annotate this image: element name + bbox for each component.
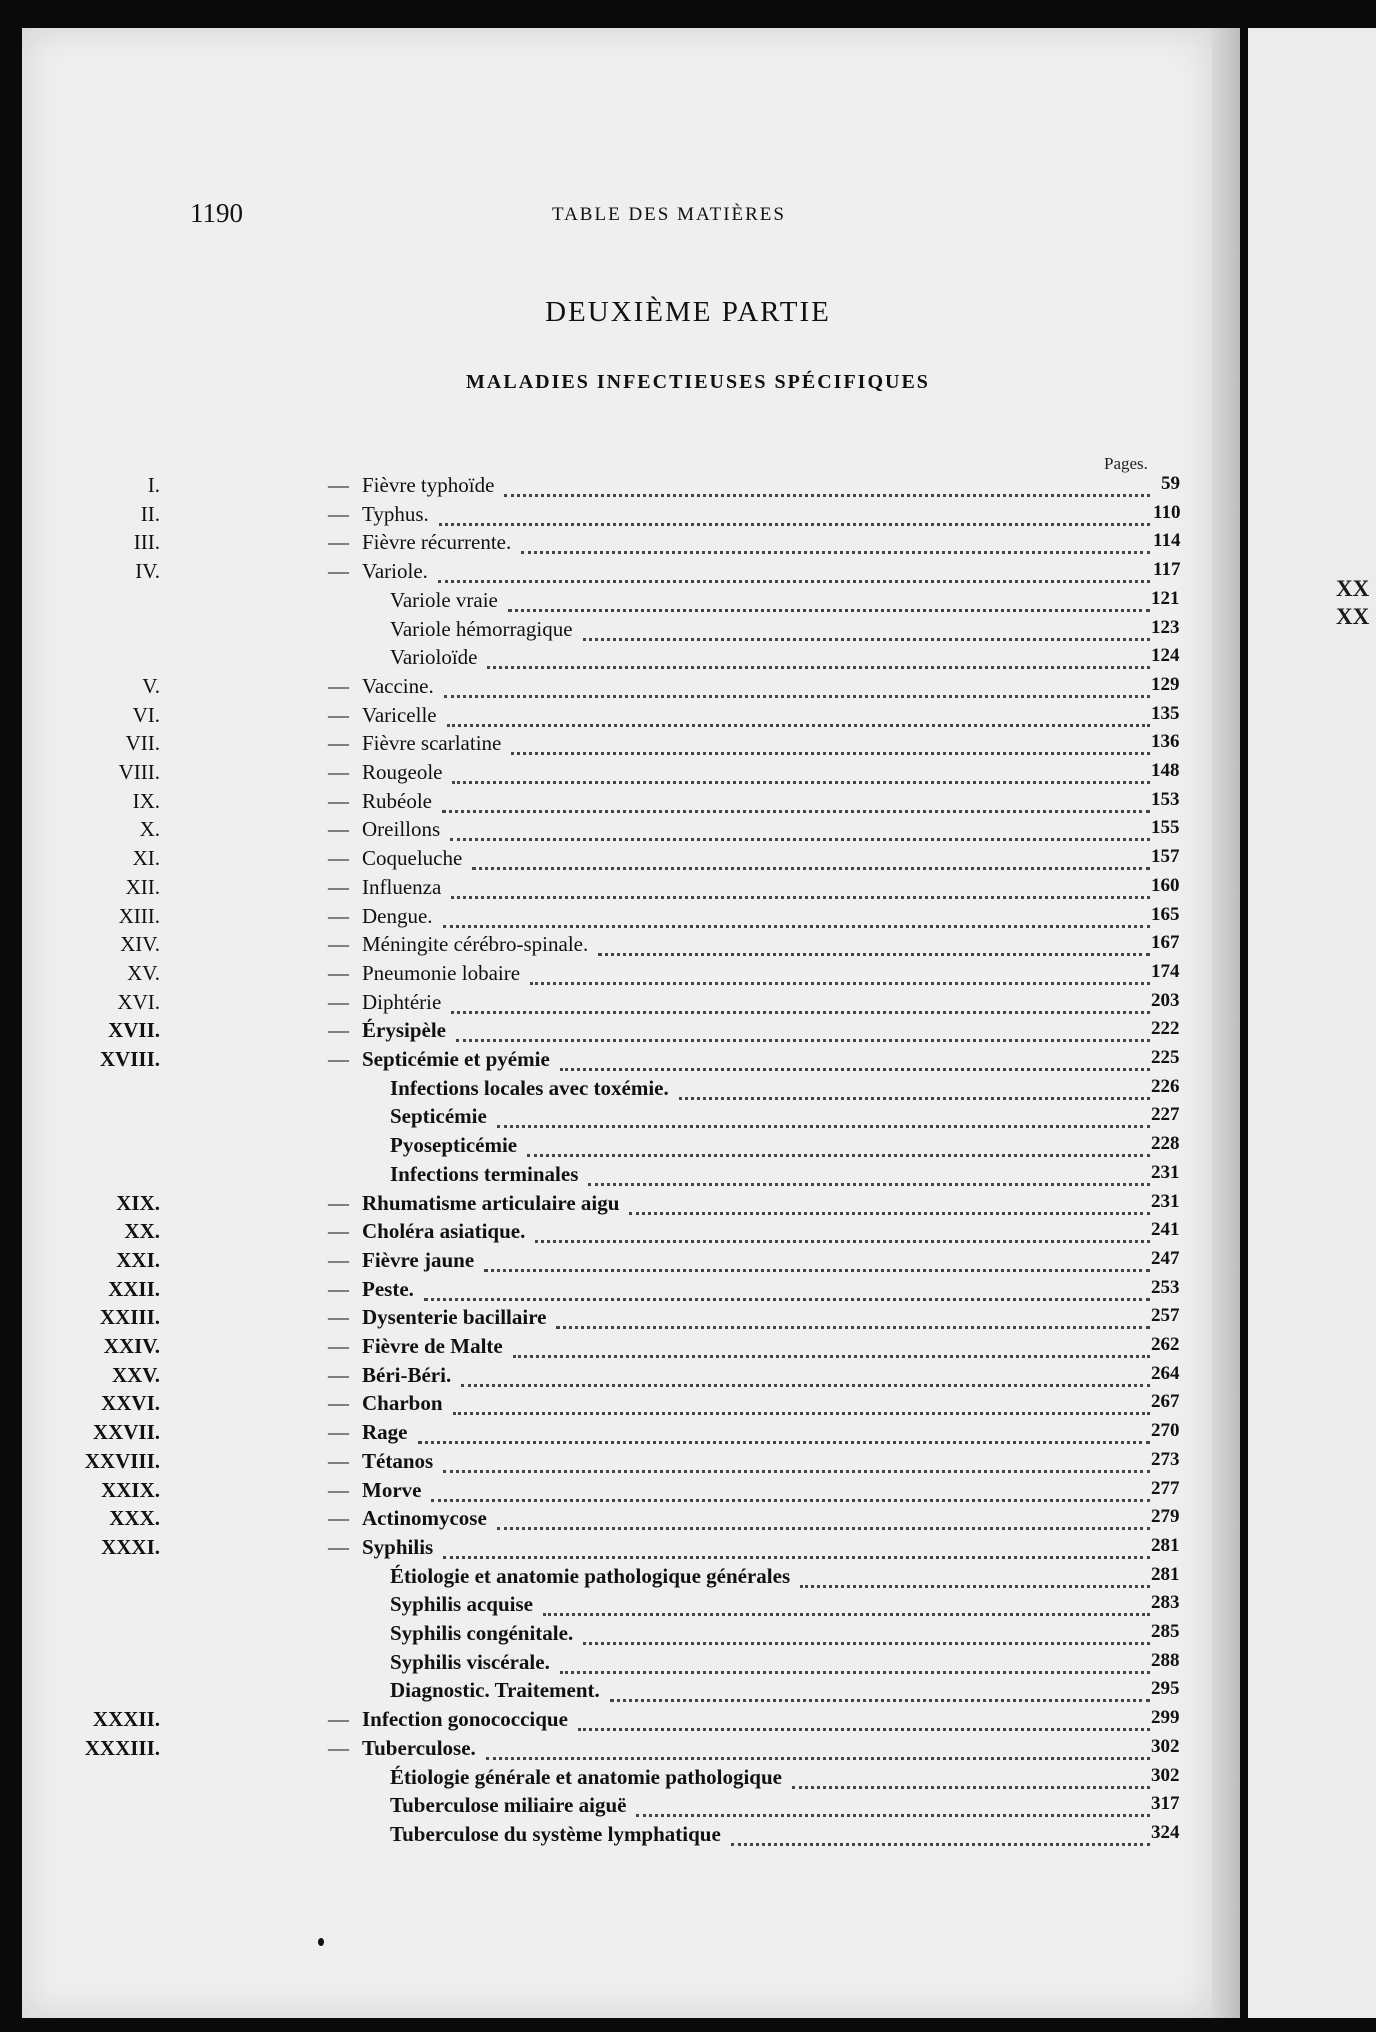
toc-leader-dots bbox=[431, 1471, 1150, 1502]
toc-page-number: 247 bbox=[1151, 1248, 1180, 1269]
toc-page-number: 281 bbox=[1151, 1535, 1180, 1556]
toc-dash: — bbox=[328, 1191, 349, 1215]
toc-leader-dots bbox=[504, 466, 1150, 497]
toc-page-number: 324 bbox=[1151, 1822, 1180, 1843]
toc-entry-title: Rubéole bbox=[362, 789, 432, 813]
toc-page-number: 264 bbox=[1151, 1363, 1180, 1384]
toc-entry-number: XX. bbox=[124, 1219, 160, 1243]
running-head bbox=[22, 198, 1212, 228]
toc-leader-dots bbox=[497, 1097, 1150, 1128]
toc-leader-dots bbox=[513, 1327, 1150, 1358]
toc-leader-dots bbox=[521, 523, 1150, 554]
toc-dash: — bbox=[328, 1305, 349, 1329]
toc-entry-number: XXVI. bbox=[101, 1391, 160, 1415]
toc-leader-dots bbox=[451, 868, 1150, 899]
toc-entry-title: Étiologie et anatomie pathologique générales bbox=[390, 1564, 791, 1588]
toc-leader-dots bbox=[508, 581, 1150, 612]
toc-entry-number: VII. bbox=[125, 731, 160, 755]
toc-leader-dots bbox=[486, 1729, 1150, 1760]
toc-entry-number: IX. bbox=[132, 789, 160, 813]
toc-entry-title: Fièvre scarlatine bbox=[362, 731, 502, 755]
toc-entry-title: Béri-Béri. bbox=[362, 1363, 452, 1387]
toc-dash: — bbox=[328, 559, 349, 583]
toc-entry-title: Syphilis congénitale. bbox=[390, 1621, 574, 1645]
toc-page-number: 174 bbox=[1151, 961, 1180, 982]
toc-entry-title: Diagnostic. Traitement. bbox=[390, 1678, 600, 1702]
toc-page-number: 155 bbox=[1151, 817, 1180, 838]
toc-entry-title: Septicémie et pyémie bbox=[362, 1047, 550, 1071]
toc-dash: — bbox=[328, 674, 349, 698]
facing-page-text: XX bbox=[1336, 576, 1370, 601]
toc-entry-title: Syphilis acquise bbox=[390, 1592, 533, 1616]
facing-page-fragment bbox=[1248, 28, 1376, 2018]
toc-page-number: 295 bbox=[1151, 1678, 1180, 1699]
toc-page-number: 129 bbox=[1151, 674, 1180, 695]
toc-entry-number: II. bbox=[140, 502, 160, 526]
toc-dash: — bbox=[328, 1334, 349, 1358]
toc-entry-number: XVII. bbox=[108, 1018, 160, 1042]
toc-page-number: 227 bbox=[1151, 1104, 1180, 1125]
toc-entry-title: Influenza bbox=[362, 875, 442, 899]
toc-dash: — bbox=[328, 1248, 349, 1272]
toc-subentry bbox=[22, 1822, 1212, 1850]
toc-leader-dots bbox=[588, 1155, 1150, 1186]
toc-entry-title: Syphilis viscérale. bbox=[390, 1650, 550, 1674]
toc-leader-dots bbox=[438, 552, 1150, 583]
toc-dash: — bbox=[328, 904, 349, 928]
toc-entry-number: XXIX. bbox=[101, 1478, 160, 1502]
toc-page-number: 277 bbox=[1151, 1478, 1180, 1499]
toc-entry-title: Méningite cérébro-spinale. bbox=[362, 932, 589, 956]
toc-entry-title: Septicémie bbox=[390, 1104, 487, 1128]
toc-entry-title: Tuberculose miliaire aiguë bbox=[390, 1793, 627, 1817]
toc-page-number: 160 bbox=[1151, 875, 1180, 896]
toc-page-number: 285 bbox=[1151, 1621, 1180, 1642]
toc-leader-dots bbox=[442, 782, 1150, 813]
toc-page-number: 262 bbox=[1151, 1334, 1180, 1355]
toc-entry-number: XXII. bbox=[108, 1277, 160, 1301]
toc-page-number: 231 bbox=[1151, 1191, 1180, 1212]
toc-entry-title: Tétanos bbox=[362, 1449, 434, 1473]
toc-page-number: 226 bbox=[1151, 1076, 1180, 1097]
toc-page-number: 114 bbox=[1153, 530, 1181, 551]
toc-entry-title: Fièvre récurrente. bbox=[362, 530, 512, 554]
toc-entry-number: XVI. bbox=[117, 990, 160, 1014]
toc-entry-title: Variole hémorragique bbox=[390, 617, 573, 641]
facing-page-text: XX bbox=[1336, 604, 1370, 629]
toc-entry-title: Infections locales avec toxémie. bbox=[390, 1076, 669, 1100]
toc-page-number: 121 bbox=[1151, 588, 1180, 609]
toc-entry-title: Tuberculose du système lymphatique bbox=[390, 1822, 721, 1846]
toc-leader-dots bbox=[560, 1643, 1150, 1674]
toc-entry-title: Varicelle bbox=[362, 703, 437, 727]
toc-dash: — bbox=[328, 1707, 349, 1731]
toc-entry-number: XVIII. bbox=[99, 1047, 160, 1071]
toc-page-number: 283 bbox=[1151, 1592, 1180, 1613]
toc-entry-title: Oreillons bbox=[362, 817, 441, 841]
toc-leader-dots bbox=[598, 925, 1150, 956]
toc-entry-title: Infection gonococcique bbox=[362, 1707, 568, 1731]
toc-entry-title: Infections terminales bbox=[390, 1162, 579, 1186]
toc-leader-dots bbox=[443, 897, 1150, 928]
toc-dash: — bbox=[328, 1277, 349, 1301]
toc-leader-dots bbox=[578, 1700, 1150, 1731]
toc-dash: — bbox=[328, 1018, 349, 1042]
book-page bbox=[22, 28, 1212, 2018]
toc-dash: — bbox=[328, 1478, 349, 1502]
toc-leader-dots bbox=[418, 1413, 1150, 1444]
toc-leader-dots bbox=[583, 1614, 1150, 1645]
toc-leader-dots bbox=[439, 495, 1150, 526]
toc-dash: — bbox=[328, 990, 349, 1014]
toc-entry-number: XXV. bbox=[111, 1363, 160, 1387]
toc-entry-title: Coqueluche bbox=[362, 846, 463, 870]
toc-page-number: 157 bbox=[1151, 846, 1180, 867]
toc-entry-title: Varioloïde bbox=[390, 645, 478, 669]
toc-entry-title: Pneumonie lobaire bbox=[362, 961, 521, 985]
toc-leader-dots bbox=[679, 1069, 1150, 1100]
toc-leader-dots bbox=[447, 696, 1150, 727]
toc-entry-title: Dysenterie bacillaire bbox=[362, 1305, 547, 1329]
toc-entry-number: XXXI. bbox=[101, 1535, 160, 1559]
toc-entry-title: Actinomycose bbox=[362, 1506, 487, 1530]
toc-page-number: 317 bbox=[1151, 1793, 1180, 1814]
toc-leader-dots bbox=[800, 1557, 1150, 1588]
toc-entry-number: XXI. bbox=[116, 1248, 160, 1272]
toc-entry-title: Tuberculose. bbox=[362, 1736, 476, 1760]
toc-entry-title: Rhumatisme articulaire aigu bbox=[362, 1191, 620, 1215]
toc-entry-number: XXIV. bbox=[103, 1334, 160, 1358]
toc-entry-title: Dengue. bbox=[362, 904, 433, 928]
toc-leader-dots bbox=[560, 1040, 1150, 1071]
toc-page-number: 135 bbox=[1151, 703, 1180, 724]
toc-entry-number: XIX. bbox=[116, 1191, 160, 1215]
toc-page-number: 279 bbox=[1151, 1506, 1180, 1527]
toc-leader-dots bbox=[456, 1011, 1150, 1042]
toc-page-number: 270 bbox=[1151, 1420, 1180, 1441]
toc-dash: — bbox=[328, 789, 349, 813]
toc-dash: — bbox=[328, 1363, 349, 1387]
toc-dash: — bbox=[328, 875, 349, 899]
toc-page-number: 148 bbox=[1151, 760, 1180, 781]
toc-leader-dots bbox=[543, 1585, 1150, 1616]
toc-dash: — bbox=[328, 1535, 349, 1559]
toc-entry-title: Choléra asiatique. bbox=[362, 1219, 526, 1243]
toc-entry-title: Rougeole bbox=[362, 760, 443, 784]
toc-leader-dots bbox=[424, 1270, 1150, 1301]
toc-page-number: 288 bbox=[1151, 1650, 1180, 1671]
toc-dash: — bbox=[328, 473, 349, 497]
toc-entry-number: XXX. bbox=[109, 1506, 160, 1530]
toc-page-number: 167 bbox=[1151, 932, 1180, 953]
toc-dash: — bbox=[328, 502, 349, 526]
toc-leader-dots bbox=[453, 1384, 1150, 1415]
toc-page-number: 124 bbox=[1151, 645, 1180, 666]
toc-entry-title: Peste. bbox=[362, 1277, 414, 1301]
toc-leader-dots bbox=[450, 810, 1150, 841]
toc-leader-dots bbox=[443, 1442, 1150, 1473]
toc-page-number: 59 bbox=[1161, 473, 1180, 494]
toc-dash: — bbox=[328, 1736, 349, 1760]
toc-leader-dots bbox=[731, 1815, 1150, 1846]
toc-page-number: 165 bbox=[1151, 904, 1180, 925]
toc-leader-dots bbox=[527, 1126, 1150, 1157]
toc-page-number: 231 bbox=[1151, 1162, 1180, 1183]
toc-page-number: 153 bbox=[1151, 789, 1180, 810]
toc-entry-number: XXVII. bbox=[92, 1420, 160, 1444]
toc-dash: — bbox=[328, 1219, 349, 1243]
toc-entry-title: Vaccine. bbox=[362, 674, 434, 698]
toc-leader-dots bbox=[443, 1528, 1150, 1559]
toc-leader-dots bbox=[472, 839, 1150, 870]
toc-page-number: 253 bbox=[1151, 1277, 1180, 1298]
page-gutter-edge bbox=[1212, 28, 1240, 2018]
toc-entry-number: III. bbox=[133, 530, 160, 554]
toc-page-number: 110 bbox=[1153, 502, 1181, 523]
toc-dash: — bbox=[328, 703, 349, 727]
toc-entry-title: Rage bbox=[362, 1420, 408, 1444]
toc-entry-number: VIII. bbox=[118, 760, 160, 784]
toc-dash: — bbox=[328, 1420, 349, 1444]
toc-entry-number: XI. bbox=[132, 846, 160, 870]
toc-dash: — bbox=[328, 932, 349, 956]
toc-leader-dots bbox=[487, 638, 1150, 669]
toc-leader-dots bbox=[511, 724, 1150, 755]
toc-page-number: 267 bbox=[1151, 1391, 1180, 1412]
ink-speck bbox=[318, 1938, 324, 1946]
toc-entry-number: XII. bbox=[125, 875, 160, 899]
toc-entry-number: XIV. bbox=[120, 932, 160, 956]
toc-entry-number: XIII. bbox=[118, 904, 160, 928]
toc-entry-number: V. bbox=[142, 674, 160, 698]
toc-leader-dots bbox=[583, 610, 1150, 641]
toc-leader-dots bbox=[610, 1671, 1150, 1702]
toc-page-number: 257 bbox=[1151, 1305, 1180, 1326]
toc-entry-title: Étiologie générale et anatomie pathologique bbox=[390, 1765, 782, 1789]
toc-entry-number: XV. bbox=[127, 961, 160, 985]
toc-leader-dots bbox=[452, 753, 1150, 784]
toc-page-number: 241 bbox=[1151, 1219, 1180, 1240]
toc-entry-title: Variole. bbox=[362, 559, 428, 583]
toc-entry-title: Diphtérie bbox=[362, 990, 442, 1014]
toc-entry-title: Variole vraie bbox=[390, 588, 498, 612]
toc-dash: — bbox=[328, 846, 349, 870]
toc-leader-dots bbox=[461, 1356, 1150, 1387]
toc-page-number: 203 bbox=[1151, 990, 1180, 1011]
toc-entry-title: Fièvre typhoïde bbox=[362, 473, 495, 497]
toc-entry-title: Morve bbox=[362, 1478, 422, 1502]
toc-leader-dots bbox=[451, 983, 1150, 1014]
page-number: 1190 bbox=[190, 198, 243, 228]
toc-entry-number: XXXIII. bbox=[84, 1736, 160, 1760]
toc-entry-number: XXIII. bbox=[99, 1305, 160, 1329]
toc-dash: — bbox=[328, 1506, 349, 1530]
toc-leader-dots bbox=[484, 1241, 1150, 1272]
toc-entry-number: XXXII. bbox=[92, 1707, 160, 1731]
toc-entry-title: Syphilis bbox=[362, 1535, 434, 1559]
toc-page-number: 302 bbox=[1151, 1765, 1180, 1786]
toc-dash: — bbox=[328, 760, 349, 784]
toc-page-number: 273 bbox=[1151, 1449, 1180, 1470]
toc-dash: — bbox=[328, 1449, 349, 1473]
toc-dash: — bbox=[328, 1391, 349, 1415]
toc-page-number: 123 bbox=[1151, 617, 1180, 638]
toc-entry-title: Typhus. bbox=[362, 502, 429, 526]
toc-dash: — bbox=[328, 530, 349, 554]
toc-entry-title: Érysipèle bbox=[362, 1018, 446, 1042]
toc-page-number: 225 bbox=[1151, 1047, 1180, 1068]
toc-entry-title: Fièvre de Malte bbox=[362, 1334, 503, 1358]
toc-page-number: 302 bbox=[1151, 1736, 1180, 1757]
running-title: TABLE DES MATIÈRES bbox=[552, 204, 786, 225]
toc-page-number: 299 bbox=[1151, 1707, 1180, 1728]
toc-dash: — bbox=[328, 961, 349, 985]
toc-entry-number: VI. bbox=[132, 703, 160, 727]
part-title: DEUXIÈME PARTIE bbox=[545, 296, 831, 328]
toc-entry-number: IV. bbox=[135, 559, 160, 583]
toc-leader-dots bbox=[629, 1184, 1150, 1215]
toc-dash: — bbox=[328, 731, 349, 755]
toc-dash: — bbox=[328, 1047, 349, 1071]
pages-column-label: Pages. bbox=[1104, 454, 1148, 473]
toc-entry-title: Fièvre jaune bbox=[362, 1248, 475, 1272]
toc-leader-dots bbox=[535, 1212, 1150, 1243]
toc-leader-dots bbox=[530, 954, 1150, 985]
toc-entry-title: Pyosepticémie bbox=[390, 1133, 518, 1157]
toc-dash: — bbox=[328, 817, 349, 841]
toc-leader-dots bbox=[636, 1786, 1150, 1817]
toc-page-number: 228 bbox=[1151, 1133, 1180, 1154]
toc-page-number: 117 bbox=[1153, 559, 1181, 580]
toc-leader-dots bbox=[792, 1758, 1150, 1789]
toc-page-number: 222 bbox=[1151, 1018, 1180, 1039]
toc-entry-title: Charbon bbox=[362, 1391, 443, 1415]
section-title: MALADIES INFECTIEUSES SPÉCIFIQUES bbox=[466, 371, 930, 393]
toc-page-number: 136 bbox=[1151, 731, 1180, 752]
toc-entry-number: XXVIII. bbox=[84, 1449, 160, 1473]
toc-entry-number: I. bbox=[147, 473, 160, 497]
toc-page-number: 281 bbox=[1151, 1564, 1180, 1585]
toc-leader-dots bbox=[556, 1298, 1150, 1329]
toc-entry-number: X. bbox=[139, 817, 160, 841]
toc-leader-dots bbox=[497, 1499, 1150, 1530]
toc-leader-dots bbox=[444, 667, 1150, 698]
